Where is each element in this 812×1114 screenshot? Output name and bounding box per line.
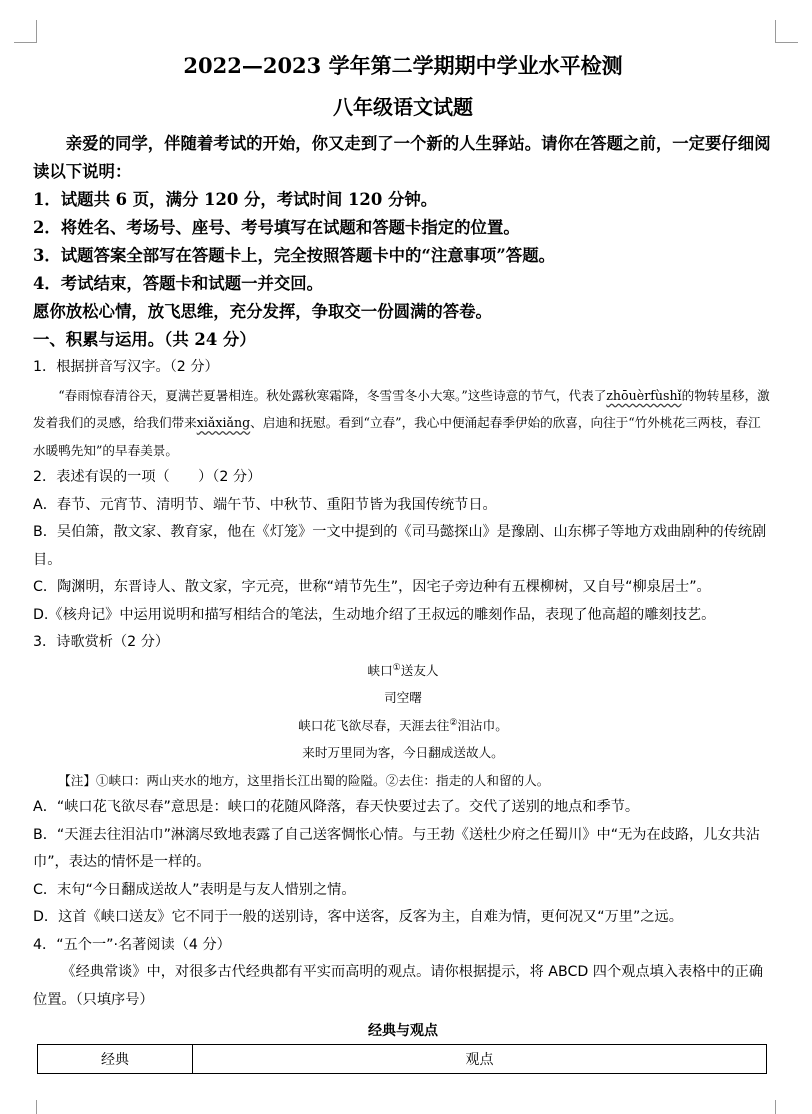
crop-mark-top-left [14,20,37,43]
option-item: C．末句“今日翻成送故人”表明是与友人惜别之情。 [33,881,356,898]
poem-line-text: 泪沾巾。 [457,717,508,733]
rule-item: 4．考试结束，答题卡和试题一并交回。 [33,274,324,293]
table-header-cell: 观点 [193,1045,767,1074]
question-3-stem: 3．诗歌赏析（2 分） [33,634,170,650]
poem-line-text: 峡口花飞欲尽春，天涯去往 [298,717,450,733]
table-header-row [38,1045,767,1074]
poem-note: 【注】①峡口：两山夹水的地方，这里指长江出蜀的险隘。②去住：指走的人和留的人。 [58,772,550,788]
passage-text: “春雨惊春清谷天，夏满芒夏暑相连。秋处露秋寒霜降，冬雪雪冬小大寒。”这些诗意的节气，代表了 [58,387,607,403]
passage-text: 、启迪和抚慰。看到“立春”，我心中便涌起春季伊始的欣喜，向往于“竹外桃花三两枝，春江水暖鸭先知”的早春美景。 [33,415,761,458]
table-caption: 经典与观点 [368,1023,438,1039]
rule-item: 2．将姓名、考场号、座号、考号填写在试题和答题卡指定的位置。 [33,218,520,237]
classics-table [37,1044,767,1074]
intro-closing: 愿你放松心情，放飞思维，充分发挥，争取交一份圆满的答卷。 [33,302,492,321]
table-header-cell: 经典 [38,1045,193,1074]
question-1-stem: 1．根据拼音写汉字。（2 分） [33,359,219,375]
footnote-mark: ① [392,662,401,673]
crop-mark-top-right [775,20,798,43]
question-4-stem: 4．“五个一”·名著阅读（4 分） [33,936,231,953]
poem-title-text: 送友人 [400,662,439,678]
pinyin-blank: xiǎxiǎng [196,415,251,430]
rule-item: 1．试题共 6 页，满分 120 分，考试时间 120 分钟。 [33,190,438,209]
poem-line: 来时万里同为客，今日翻成送故人。 [302,745,504,760]
option-item: B．吴伯箫，散文家、教育家，他在《灯笼》一文中提到的《司马懿探山》是豫剧、山东梆子等地方戏曲剧种的传统剧目。 [33,524,767,568]
pinyin-blank: zhōuèrfùshǐ [606,387,682,403]
crop-mark-bottom-right [775,1100,798,1114]
exam-title: 2022—2023 学年第二学期期中学业水平检测 [183,53,623,78]
option-item: A．“峡口花飞欲尽春”意思是：峡口的花随风降落，春天快要过去了。交代了送别的地点和季节。 [33,799,640,815]
option-item: C．陶渊明，东晋诗人、散文家，字元亮，世称“靖节先生”，因宅子旁边种有五棵柳树，又自号“柳泉居士”。 [33,579,711,595]
passage-text: 的物转星移，激发着我们的灵感，给我们带来 [33,387,770,430]
poem-line [33,712,773,740]
poem-author: 司空曙 [384,690,422,705]
option-item: B．“天涯去往泪沾巾”淋漓尽致地表露了自己送客惆怅心情。与王勃《送杜少府之任蜀川》中“无为在歧路，儿女共沾巾”，表达的情怀是一样的。 [33,826,760,870]
footnote-mark: ② [449,717,458,728]
crop-mark-bottom-left [14,1100,37,1114]
option-item: D.《核舟记》中运用说明和描写相结合的笔法，生动地介绍了王叔远的雕刻作品，表现了他高超的雕刻技艺。 [33,606,716,623]
poem-title [33,657,773,685]
exam-page [33,50,773,1074]
exam-subtitle: 八年级语文试题 [333,95,473,119]
intro-greeting: 亲爱的同学，伴随着考试的开始，你又走到了一个新的人生驿站。请你在答题之前，一定要仔细阅读以下说明： [33,134,771,181]
option-item: D．这首《峡口送友》它不同于一般的送别诗，客中送客，反客为主，自难为情，更何况又“万里”之远。 [33,909,683,925]
section-heading: 一、积累与运用。（共 24 分） [33,330,256,349]
question-2-stem: 2．表述有误的一项（ ）（2 分） [33,469,262,485]
question-4-text: 《经典常谈》中，对很多古代经典都有平实而高明的观点。请你根据提示，将 ABCD 四个观点填入表格中的正确位置。（只填序号） [33,964,764,1008]
option-item: A．春节、元宵节、清明节、端午节、中秋节、重阳节皆为我国传统节日。 [33,496,497,513]
question-1-passage [33,382,773,465]
rule-item: 3．试题答案全部写在答题卡上，完全按照答题卡中的“注意事项”答题。 [33,246,555,265]
poem-title-text: 峡口 [367,662,393,678]
